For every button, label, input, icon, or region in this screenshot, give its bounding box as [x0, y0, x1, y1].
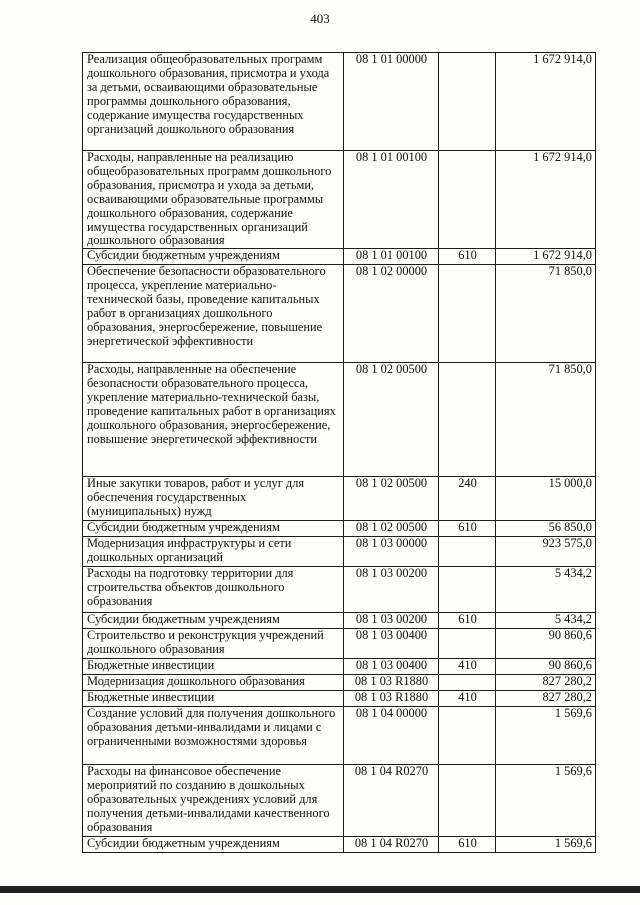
row-code: 08 1 02 00000 — [344, 265, 439, 363]
row-amount: 71 850,0 — [496, 265, 596, 363]
table-row — [83, 691, 596, 707]
row-type — [439, 537, 496, 567]
row-name: Расходы на финансовое обеспечение мероприятий по созданию в дошкольных образовательных учреждениях условий для получения детьми-инвалидами качественного образования — [83, 765, 344, 837]
table-row — [83, 707, 596, 765]
row-code: 08 1 02 00500 — [344, 521, 439, 537]
row-amount: 15 000,0 — [496, 477, 596, 521]
row-name: Субсидии бюджетным учреждениям — [83, 613, 344, 629]
row-type — [439, 707, 496, 765]
row-code: 08 1 03 00200 — [344, 567, 439, 613]
row-amount: 1 569,6 — [496, 765, 596, 837]
row-code: 08 1 03 R1880 — [344, 691, 439, 707]
row-name: Иные закупки товаров, работ и услуг для обеспечения государственных (муниципальных) нужд — [83, 477, 344, 521]
row-amount: 827 280,2 — [496, 691, 596, 707]
row-type: 410 — [439, 659, 496, 675]
row-name: Строительство и реконструкция учреждений дошкольного образования — [83, 629, 344, 659]
table-row — [83, 265, 596, 363]
row-name: Бюджетные инвестиции — [83, 691, 344, 707]
row-amount: 90 860,6 — [496, 659, 596, 675]
row-code: 08 1 04 R0270 — [344, 837, 439, 853]
row-name: Реализация общеобразовательных программ дошкольного образования, присмотра и ухода за детьми, осваивающими образовательные программы дошкольного образования, содержание имущества государственных организаций дошкольного образования — [83, 53, 344, 151]
table-row — [83, 537, 596, 567]
row-amount: 71 850,0 — [496, 363, 596, 477]
budget-table — [82, 52, 596, 853]
row-name: Бюджетные инвестиции — [83, 659, 344, 675]
row-type — [439, 765, 496, 837]
row-code: 08 1 04 00000 — [344, 707, 439, 765]
row-type — [439, 629, 496, 659]
row-amount: 5 434,2 — [496, 567, 596, 613]
scan-edge-strip — [0, 886, 640, 893]
row-amount: 827 280,2 — [496, 675, 596, 691]
row-name: Обеспечение безопасности образовательного процесса, укрепление материально-технической базы, проведение капитальных работ в организациях дошкольного образования, энергосбережение, повышение энергетической эффективности — [83, 265, 344, 363]
table-row — [83, 837, 596, 853]
row-name: Модернизация инфраструктуры и сети дошкольных организаций — [83, 537, 344, 567]
table-row — [83, 629, 596, 659]
row-code: 08 1 01 00100 — [344, 151, 439, 249]
table-row — [83, 765, 596, 837]
row-amount: 1 672 914,0 — [496, 53, 596, 151]
row-code: 08 1 01 00100 — [344, 249, 439, 265]
row-amount: 1 569,6 — [496, 707, 596, 765]
table-row — [83, 521, 596, 537]
row-amount: 90 860,6 — [496, 629, 596, 659]
row-name: Субсидии бюджетным учреждениям — [83, 521, 344, 537]
table-row — [83, 675, 596, 691]
table-row — [83, 659, 596, 675]
row-type: 610 — [439, 837, 496, 853]
row-code: 08 1 04 R0270 — [344, 765, 439, 837]
row-code: 08 1 02 00500 — [344, 477, 439, 521]
row-amount: 1 569,6 — [496, 837, 596, 853]
row-type: 610 — [439, 521, 496, 537]
row-amount: 923 575,0 — [496, 537, 596, 567]
row-code: 08 1 01 00000 — [344, 53, 439, 151]
row-name: Расходы, направленные на реализацию общеобразовательных программ дошкольного образования, присмотра и ухода за детьми, осваивающими образовательные программы дошкольного образования, содержание имущества государственных организаций дошкольного образования — [83, 151, 344, 249]
row-name: Расходы, направленные на обеспечение безопасности образовательного процесса, укрепление материально-технической базы, проведение капитальных работ в организациях дошкольного образования, энергосбережение, повышение энергетической эффективности — [83, 363, 344, 477]
row-amount: 1 672 914,0 — [496, 249, 596, 265]
row-type — [439, 265, 496, 363]
row-code: 08 1 03 00000 — [344, 537, 439, 567]
table-row — [83, 613, 596, 629]
row-name: Субсидии бюджетным учреждениям — [83, 249, 344, 265]
row-type — [439, 53, 496, 151]
row-code: 08 1 03 00400 — [344, 629, 439, 659]
row-code: 08 1 03 00400 — [344, 659, 439, 675]
row-code: 08 1 03 R1880 — [344, 675, 439, 691]
row-type: 610 — [439, 613, 496, 629]
table-row — [83, 53, 596, 151]
row-amount: 1 672 914,0 — [496, 151, 596, 249]
row-type: 410 — [439, 691, 496, 707]
row-type: 240 — [439, 477, 496, 521]
row-amount: 56 850,0 — [496, 521, 596, 537]
table-row — [83, 477, 596, 521]
table-row — [83, 151, 596, 249]
row-type — [439, 675, 496, 691]
row-type — [439, 363, 496, 477]
page-number: 403 — [310, 11, 330, 26]
row-type: 610 — [439, 249, 496, 265]
row-name: Субсидии бюджетным учреждениям — [83, 837, 344, 853]
row-name: Создание условий для получения дошкольного образования детьми-инвалидами и лицами с ограниченными возможностями здоровья — [83, 707, 344, 765]
table-row — [83, 249, 596, 265]
row-amount: 5 434,2 — [496, 613, 596, 629]
table-row — [83, 567, 596, 613]
table-row — [83, 363, 596, 477]
row-code: 08 1 02 00500 — [344, 363, 439, 477]
row-name: Расходы на подготовку территории для строительства объектов дошкольного образования — [83, 567, 344, 613]
row-type — [439, 567, 496, 613]
row-type — [439, 151, 496, 249]
row-name: Модернизация дошкольного образования — [83, 675, 344, 691]
row-code: 08 1 03 00200 — [344, 613, 439, 629]
